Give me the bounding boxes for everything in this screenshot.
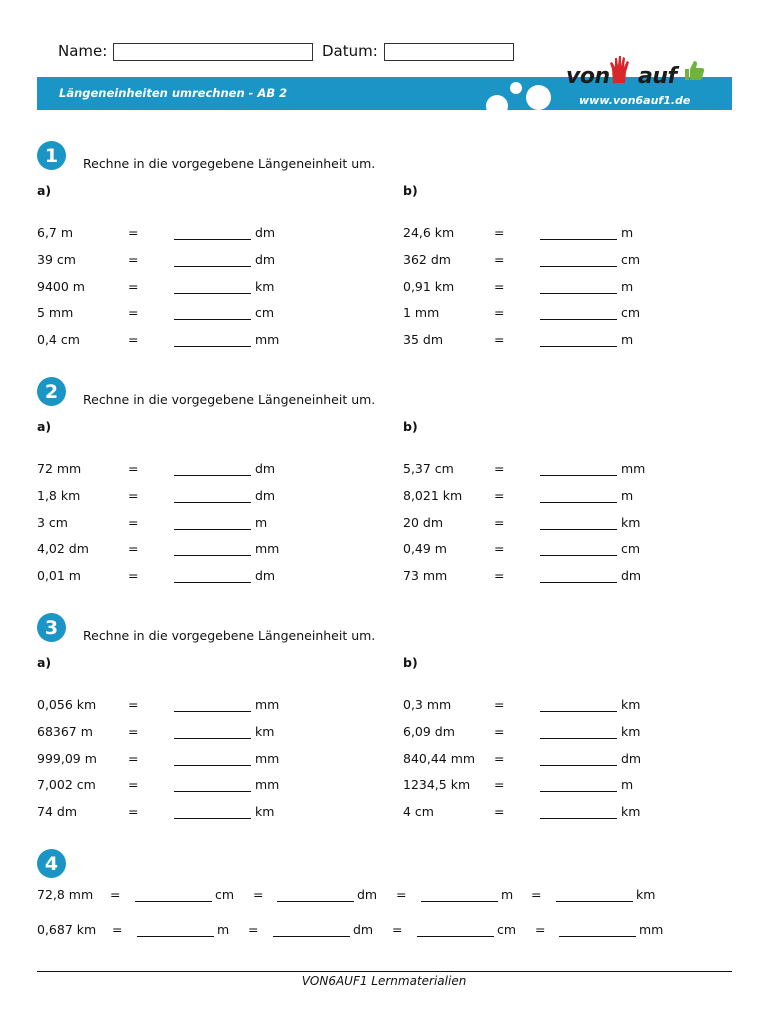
- given-value: 0,4 cm: [37, 332, 80, 347]
- target-unit: m: [501, 887, 514, 902]
- answer-blank[interactable]: [135, 901, 212, 902]
- equals-sign: =: [253, 887, 264, 902]
- equals-sign: =: [128, 305, 139, 320]
- answer-blank[interactable]: [277, 901, 354, 902]
- answer-blank[interactable]: [174, 738, 251, 739]
- date-label: Datum:: [322, 42, 378, 60]
- equals-sign: =: [494, 724, 505, 739]
- answer-blank[interactable]: [174, 502, 251, 503]
- equals-sign: =: [128, 252, 139, 267]
- target-unit: km: [636, 887, 656, 902]
- answer-blank[interactable]: [540, 346, 617, 347]
- target-unit: dm: [255, 252, 276, 267]
- answer-blank[interactable]: [174, 711, 251, 712]
- equals-sign: =: [494, 804, 505, 819]
- column-a-label: a): [37, 419, 52, 434]
- answer-blank[interactable]: [540, 502, 617, 503]
- given-value: 35 dm: [403, 332, 443, 347]
- target-unit: dm: [255, 225, 276, 240]
- equals-sign: =: [128, 751, 139, 766]
- given-value: 39 cm: [37, 252, 76, 267]
- given-value: 0,687 km: [37, 922, 97, 937]
- equals-sign: =: [494, 515, 505, 530]
- target-unit: mm: [255, 332, 280, 347]
- target-unit: m: [621, 225, 634, 240]
- answer-blank[interactable]: [540, 765, 617, 766]
- task-instruction: Rechne in die vorgegebene Längeneinheit um.: [83, 392, 376, 407]
- target-unit: mm: [255, 541, 280, 556]
- given-value: 0,01 m: [37, 568, 81, 583]
- equals-sign: =: [494, 541, 505, 556]
- answer-blank[interactable]: [540, 582, 617, 583]
- answer-blank[interactable]: [540, 475, 617, 476]
- answer-blank[interactable]: [540, 266, 617, 267]
- target-unit: mm: [255, 751, 280, 766]
- target-unit: km: [621, 697, 641, 712]
- target-unit: dm: [255, 488, 276, 503]
- column-a-label: a): [37, 183, 52, 198]
- equals-sign: =: [128, 777, 139, 792]
- equals-sign: =: [110, 887, 121, 902]
- given-value: 1,8 km: [37, 488, 81, 503]
- target-unit: m: [621, 777, 634, 792]
- target-unit: km: [255, 279, 275, 294]
- column-b-label: b): [403, 655, 418, 670]
- answer-blank[interactable]: [417, 936, 494, 937]
- equals-sign: =: [128, 541, 139, 556]
- logo-url: www.von6auf1.de: [579, 94, 691, 107]
- answer-blank[interactable]: [540, 319, 617, 320]
- answer-blank[interactable]: [540, 293, 617, 294]
- equals-sign: =: [494, 461, 505, 476]
- target-unit: dm: [255, 461, 276, 476]
- task-number-badge: 3: [37, 613, 66, 642]
- bubble-decoration: [510, 82, 522, 94]
- target-unit: cm: [497, 922, 517, 937]
- given-value: 6,09 dm: [403, 724, 455, 739]
- answer-blank[interactable]: [540, 791, 617, 792]
- given-value: 74 dm: [37, 804, 77, 819]
- given-value: 1 mm: [403, 305, 440, 320]
- column-a-label: a): [37, 655, 52, 670]
- equals-sign: =: [494, 305, 505, 320]
- given-value: 24,6 km: [403, 225, 455, 240]
- answer-blank[interactable]: [174, 791, 251, 792]
- answer-blank[interactable]: [421, 901, 498, 902]
- answer-blank[interactable]: [540, 738, 617, 739]
- equals-sign: =: [128, 279, 139, 294]
- answer-blank[interactable]: [174, 582, 251, 583]
- answer-blank[interactable]: [540, 239, 617, 240]
- target-unit: m: [621, 332, 634, 347]
- equals-sign: =: [128, 697, 139, 712]
- column-b-label: b): [403, 183, 418, 198]
- equals-sign: =: [494, 332, 505, 347]
- equals-sign: =: [112, 922, 123, 937]
- logo-text-left: von: [566, 64, 610, 89]
- answer-blank[interactable]: [174, 555, 251, 556]
- equals-sign: =: [531, 887, 542, 902]
- name-label: Name:: [58, 42, 108, 60]
- target-unit: km: [621, 804, 641, 819]
- given-value: 4 cm: [403, 804, 434, 819]
- given-value: 73 mm: [403, 568, 448, 583]
- given-value: 72 mm: [37, 461, 82, 476]
- answer-blank[interactable]: [174, 475, 251, 476]
- given-value: 0,49 m: [403, 541, 447, 556]
- worksheet-title: Längeneinheiten umrechnen - AB 2: [59, 86, 288, 100]
- red-hand-icon: [608, 55, 634, 85]
- answer-blank[interactable]: [540, 818, 617, 819]
- target-unit: mm: [639, 922, 664, 937]
- equals-sign: =: [535, 922, 546, 937]
- equals-sign: =: [392, 922, 403, 937]
- name-field[interactable]: [113, 43, 313, 61]
- target-unit: m: [621, 279, 634, 294]
- target-unit: km: [621, 724, 641, 739]
- equals-sign: =: [396, 887, 407, 902]
- target-unit: km: [621, 515, 641, 530]
- target-unit: mm: [255, 697, 280, 712]
- given-value: 0,3 mm: [403, 697, 452, 712]
- equals-sign: =: [128, 568, 139, 583]
- answer-blank[interactable]: [174, 529, 251, 530]
- task-instruction: Rechne in die vorgegebene Längeneinheit um.: [83, 628, 376, 643]
- equals-sign: =: [128, 724, 139, 739]
- answer-blank[interactable]: [174, 266, 251, 267]
- equals-sign: =: [494, 252, 505, 267]
- answer-blank[interactable]: [174, 293, 251, 294]
- answer-blank[interactable]: [540, 555, 617, 556]
- equals-sign: =: [128, 225, 139, 240]
- equals-sign: =: [248, 922, 259, 937]
- thumbs-up-icon: [682, 58, 706, 82]
- answer-blank[interactable]: [273, 936, 350, 937]
- target-unit: dm: [353, 922, 374, 937]
- answer-blank[interactable]: [174, 319, 251, 320]
- equals-sign: =: [128, 332, 139, 347]
- target-unit: km: [255, 804, 275, 819]
- answer-blank[interactable]: [137, 936, 214, 937]
- target-unit: cm: [621, 252, 641, 267]
- answer-blank[interactable]: [540, 529, 617, 530]
- target-unit: m: [621, 488, 634, 503]
- given-value: 362 dm: [403, 252, 451, 267]
- target-unit: m: [255, 515, 268, 530]
- given-value: 0,91 km: [403, 279, 455, 294]
- given-value: 1234,5 km: [403, 777, 471, 792]
- answer-blank[interactable]: [174, 239, 251, 240]
- bubble-decoration: [526, 85, 551, 110]
- target-unit: mm: [621, 461, 646, 476]
- given-value: 3 cm: [37, 515, 68, 530]
- logo-text-right: auf: [638, 64, 677, 89]
- given-value: 20 dm: [403, 515, 443, 530]
- target-unit: dm: [621, 751, 642, 766]
- given-value: 999,09 m: [37, 751, 97, 766]
- equals-sign: =: [128, 461, 139, 476]
- target-unit: km: [255, 724, 275, 739]
- answer-blank[interactable]: [556, 901, 633, 902]
- given-value: 5,37 cm: [403, 461, 454, 476]
- answer-blank[interactable]: [540, 711, 617, 712]
- task-number-badge: 2: [37, 377, 66, 406]
- given-value: 68367 m: [37, 724, 93, 739]
- equals-sign: =: [128, 515, 139, 530]
- target-unit: cm: [215, 887, 235, 902]
- task-instruction: Rechne in die vorgegebene Längeneinheit um.: [83, 156, 376, 171]
- given-value: 0,056 km: [37, 697, 97, 712]
- target-unit: dm: [357, 887, 378, 902]
- bubble-decoration: [486, 95, 508, 110]
- target-unit: dm: [621, 568, 642, 583]
- equals-sign: =: [128, 488, 139, 503]
- equals-sign: =: [494, 568, 505, 583]
- task-number-badge: 1: [37, 141, 66, 170]
- equals-sign: =: [494, 279, 505, 294]
- footer-divider: [37, 971, 732, 972]
- target-unit: cm: [621, 541, 641, 556]
- equals-sign: =: [494, 225, 505, 240]
- answer-blank[interactable]: [559, 936, 636, 937]
- given-value: 7,002 cm: [37, 777, 96, 792]
- answer-blank[interactable]: [174, 765, 251, 766]
- target-unit: mm: [255, 777, 280, 792]
- given-value: 4,02 dm: [37, 541, 89, 556]
- target-unit: dm: [255, 568, 276, 583]
- answer-blank[interactable]: [174, 818, 251, 819]
- footer-text: VON6AUF1 Lernmaterialien: [301, 974, 467, 988]
- equals-sign: =: [128, 804, 139, 819]
- equals-sign: =: [494, 777, 505, 792]
- answer-blank[interactable]: [174, 346, 251, 347]
- column-b-label: b): [403, 419, 418, 434]
- equals-sign: =: [494, 751, 505, 766]
- target-unit: m: [217, 922, 230, 937]
- given-value: 8,021 km: [403, 488, 463, 503]
- target-unit: cm: [621, 305, 641, 320]
- equals-sign: =: [494, 697, 505, 712]
- given-value: 6,7 m: [37, 225, 74, 240]
- date-field[interactable]: [384, 43, 514, 61]
- target-unit: cm: [255, 305, 275, 320]
- given-value: 72,8 mm: [37, 887, 94, 902]
- equals-sign: =: [494, 488, 505, 503]
- given-value: 5 mm: [37, 305, 74, 320]
- task-number-badge: 4: [37, 849, 66, 878]
- given-value: 840,44 mm: [403, 751, 476, 766]
- given-value: 9400 m: [37, 279, 85, 294]
